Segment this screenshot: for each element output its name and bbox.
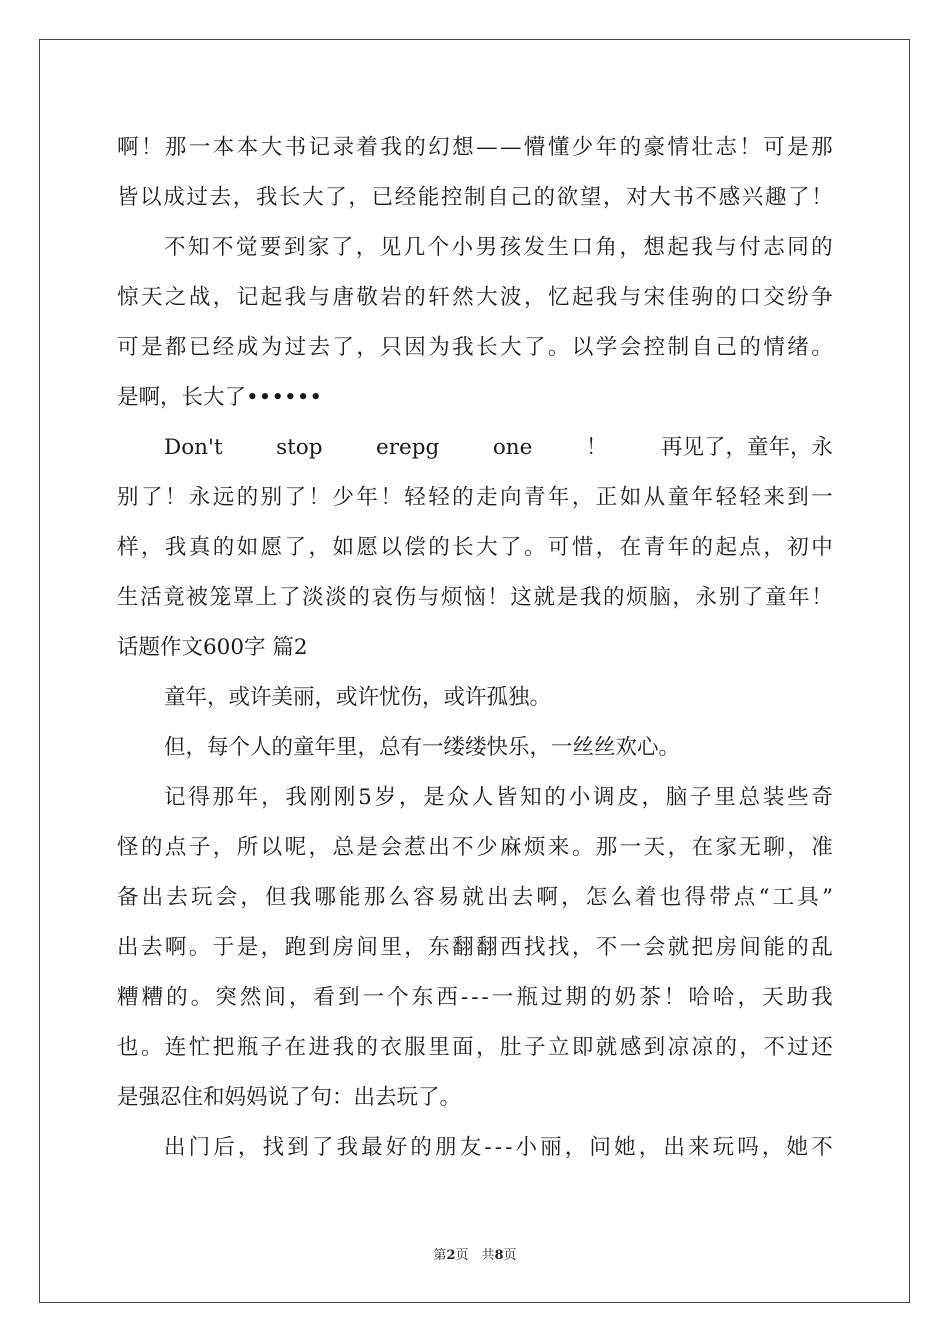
text-line: 出 门 后 ， 找 到 了 我 最 好 的 朋 友 - - - 小 丽 ， 问 她 ， 出 来 玩 吗 ， 她 不 <box>164 1135 833 1160</box>
page-total: 8 <box>494 1248 504 1263</box>
text-line: 但，每个人的童年里，总有一缕缕快乐，一丝丝欢心。 <box>164 735 681 760</box>
text-line: 怪 的 点 子 ， 所 以 呢 ， 总 是 会 惹 出 不 少 麻 烦 来 。 那 一 天 ， 在 家 无 聊 ， 准 <box>117 835 833 860</box>
page-border <box>39 39 910 1303</box>
word: Don't <box>164 435 223 460</box>
text-line: 记 得 那 年 ， 我 刚 刚 5 岁 ， 是 众 人 皆 知 的 小 调 皮 ， 脑 子 里 总 装 些 奇 <box>164 785 833 810</box>
page-mid: 页 共 <box>455 1248 495 1263</box>
text-line: 糟 糟 的 。 突 然 间 ， 看 到 一 个 东 西 - - - 一 瓶 过 期 的 奶 茶 ！ 哈 哈 ， 天 助 我 <box>117 985 833 1010</box>
text-line: 是啊，长大了•••••• <box>117 385 323 410</box>
text-line: 童年，或许美丽，或许忧伤，或许孤独。 <box>164 685 552 710</box>
text-line: 生 活 竟 被 笼 罩 上 了 淡 淡 的 哀 伤 与 烦 恼 ！ 这 就 是 我 的 烦 脑 ， 永 别 了 童 年 ！ <box>117 585 833 610</box>
page-suffix: 页 <box>503 1248 517 1263</box>
word: 再见了，童年，永 <box>660 435 833 460</box>
text-line: 不 知 不 觉 要 到 家 了 ， 见 几 个 小 男 孩 发 生 口 角 ， 想 起 我 与 付 志 同 的 <box>164 235 833 260</box>
text-line: 是强忍住和妈妈说了句：出去玩了。 <box>117 1085 462 1110</box>
page-footer <box>0 1244 950 1263</box>
word: stop <box>276 435 323 460</box>
section-heading: 话题作文600字 篇2 <box>117 635 308 660</box>
word: erepg <box>376 435 440 460</box>
text-line: 皆 以 成 过 去 ， 我 长 大 了 ， 已 经 能 控 制 自 己 的 欲 望 ， 对 大 书 不 感 兴 趣 了 ！ <box>117 185 833 210</box>
text-line: 可 是 都 已 经 成 为 过 去 了 ， 只 因 为 我 长 大 了 。 以 学 会 控 制 自 己 的 情 绪 。 <box>117 335 833 360</box>
word: ！ <box>585 435 608 460</box>
text-line: 也 。 连 忙 把 瓶 子 在 进 我 的 衣 服 里 面 ， 肚 子 立 即 就 感 到 凉 凉 的 ， 不 过 还 <box>117 1035 833 1060</box>
text-line: 样 ， 我 真 的 如 愿 了 ， 如 愿 以 偿 的 长 大 了 。 可 惜 ， 在 青 年 的 起 点 ， 初 中 <box>117 535 833 560</box>
page-current: 2 <box>446 1248 456 1263</box>
text-line: 啊 ！ 那 一 本 本 大 书 记 录 着 我 的 幻 想 — — 懵 懂 少 年 的 豪 情 壮 志 ！ 可 是 那 <box>117 135 833 160</box>
text-line-english <box>164 433 833 463</box>
page-prefix: 第 <box>433 1248 447 1263</box>
word: one <box>492 435 533 460</box>
text-line: 别 了 ！ 永 远 的 别 了 ！ 少 年 ！ 轻 轻 的 走 向 青 年 ， 正 如 从 童 年 轻 轻 来 到 一 <box>117 485 833 510</box>
text-line: 惊 天 之 战 ， 记 起 我 与 唐 敬 岩 的 轩 然 大 波 ， 忆 起 我 与 宋 佳 驹 的 口 交 纷 争 <box>117 285 833 310</box>
text-line: 备 出 去 玩 会 ， 但 我 哪 能 那 么 容 易 就 出 去 啊 ， 怎 么 着 也 得 带 点 “ 工 具 ” <box>117 885 833 910</box>
text-line: 出 去 啊 。 于 是 ， 跑 到 房 间 里 ， 东 翻 翻 西 找 找 ， 不 一 会 就 把 房 间 能 的 乱 <box>117 935 833 960</box>
